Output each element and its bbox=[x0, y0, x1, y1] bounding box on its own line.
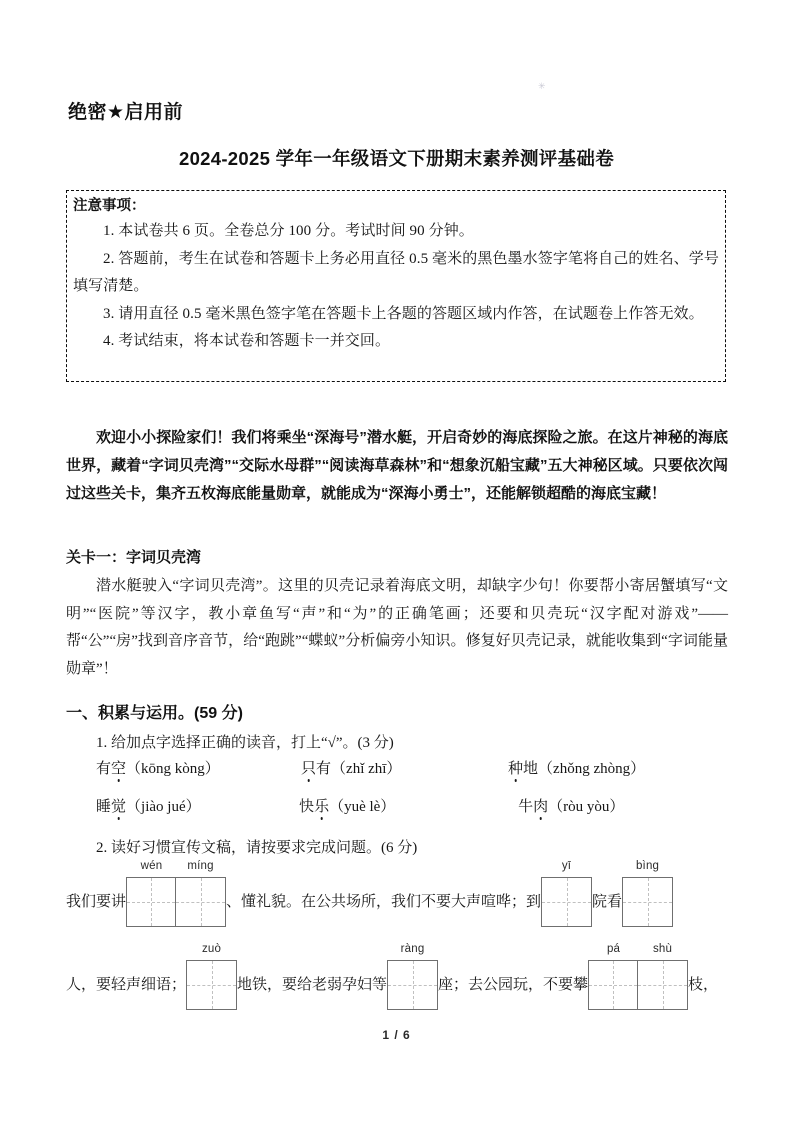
pinyin-option[interactable] bbox=[508, 757, 728, 778]
tianzige-cell[interactable] bbox=[589, 943, 638, 1009]
tianzige-answer-box[interactable] bbox=[186, 943, 237, 1010]
sentence-text: 院看 bbox=[592, 893, 623, 910]
pinyin-option[interactable] bbox=[504, 795, 736, 816]
scan-artifact-icon: ✳ bbox=[538, 81, 546, 91]
section-heading: 一、积累与运用。(59 分) bbox=[66, 705, 243, 722]
tianzige-cell[interactable] bbox=[638, 943, 687, 1009]
tianzige-cell[interactable] bbox=[127, 860, 176, 926]
pinyin-hint: zuò bbox=[201, 943, 222, 955]
page-title: 2024-2025 学年一年级语文下册期末素养测评基础卷 bbox=[178, 148, 614, 169]
notice-item: 1. 本试卷共 6 页。全卷总分 100 分。考试时间 90 分钟。 bbox=[103, 223, 474, 239]
emphasis-dot-char: 种 bbox=[508, 757, 523, 778]
notice-item: 2. 答题前，考生在试卷和答题卡上务必用直径 0.5 毫米的黑色墨水签字笔将自己的姓名、学号填写清楚。 bbox=[73, 250, 719, 294]
word-char: 有 bbox=[96, 761, 112, 777]
level-paragraph: 潜水艇驶入“字词贝壳湾”。这里的贝壳记录着海底文明，却缺字少句！你要帮小寄居蟹填写“文明”“医院”等汉字，教小章鱼写“声”和“为”的正确笔画；还要和贝壳玩“汉字配对游戏”——帮“公”“房”找到音序音节，给“跑跳”“蝶蚁”分析偏旁小知识。修复好贝壳记录，就能收集到“字词能量勋章”！ bbox=[66, 578, 728, 677]
notice-item: 3. 请用直径 0.5 毫米黑色签字笔在答题卡上各题的答题区域内作答，在试题卷上作答无效。 bbox=[103, 305, 704, 322]
word-char: 快 bbox=[299, 799, 315, 815]
emphasis-dot-char: 空 bbox=[111, 757, 126, 778]
pinyin-choices[interactable]: （zhǒng zhòng） bbox=[538, 761, 646, 777]
pinyin-hint: pá bbox=[606, 943, 621, 955]
question-1-row bbox=[96, 757, 736, 795]
pinyin-choices[interactable]: （jiào jué） bbox=[126, 799, 201, 815]
question-1-options bbox=[96, 757, 736, 833]
notice-heading: 注意事项： bbox=[73, 198, 146, 214]
tianzige-answer-box[interactable] bbox=[622, 860, 673, 927]
tianzige-answer-box[interactable] bbox=[126, 860, 226, 927]
pinyin-choices[interactable]: （zhǐ zhī） bbox=[331, 761, 402, 777]
tianzige-answer-box[interactable] bbox=[588, 943, 688, 1010]
question-1-row bbox=[96, 795, 736, 833]
question-2-line-1 bbox=[66, 862, 766, 942]
tianzige-answer-box[interactable] bbox=[387, 943, 438, 1010]
pinyin-hint: shù bbox=[652, 943, 673, 955]
intro-paragraph: 欢迎小小探险家们！我们将乘坐“深海号”潜水艇，开启奇妙的海底探险之旅。在这片神秘的海底世界，藏着“字词贝壳湾”“交际水母群”“阅读海草森林”和“想象沉船宝藏”五大神秘区域。只要依次闯过这些关卡，集齐五枚海底能量勋章，就能成为“深海小勇士”，还能解锁超酷的海底宝藏！ bbox=[66, 429, 728, 502]
question-1-stem: 1. 给加点字选择正确的读音，打上“√”。(3 分) bbox=[96, 735, 394, 751]
tianzige-cell[interactable] bbox=[623, 860, 672, 926]
tianzige-answer-box[interactable] bbox=[541, 860, 592, 927]
level-heading: 关卡一：字词贝壳湾 bbox=[66, 549, 202, 566]
tianzige-cell[interactable] bbox=[388, 943, 437, 1009]
pinyin-choices[interactable]: （ròu yòu） bbox=[548, 799, 625, 815]
pinyin-option[interactable] bbox=[299, 795, 504, 816]
pinyin-hint: yī bbox=[561, 860, 572, 872]
pinyin-choices[interactable]: （kōng kòng） bbox=[126, 761, 220, 777]
word-char: 牛 bbox=[518, 799, 534, 815]
pinyin-option[interactable] bbox=[301, 757, 508, 778]
emphasis-dot-char: 肉 bbox=[533, 795, 548, 816]
sentence-text: 座；去公园玩，不要攀 bbox=[438, 976, 589, 993]
pinyin-choices[interactable]: （yuè lè） bbox=[329, 799, 396, 815]
pinyin-hint: ràng bbox=[400, 943, 425, 955]
tianzige-cell[interactable] bbox=[176, 860, 225, 926]
emphasis-dot-char: 只 bbox=[301, 757, 316, 778]
sentence-text: 、懂礼貌。在公共场所，我们不要大声喧哗；到 bbox=[226, 893, 542, 910]
notice-item: 4. 考试结束，将本试卷和答题卡一并交回。 bbox=[103, 333, 391, 349]
pinyin-hint: wén bbox=[140, 860, 163, 872]
emphasis-dot-char: 乐 bbox=[314, 795, 329, 816]
tianzige-cell[interactable] bbox=[187, 943, 236, 1009]
notice-box bbox=[66, 190, 726, 382]
pinyin-option[interactable] bbox=[96, 757, 301, 778]
word-char: 睡 bbox=[96, 799, 112, 815]
secret-label: 绝密★启用前 bbox=[68, 102, 184, 123]
sentence-text: 我们要讲 bbox=[66, 893, 127, 910]
question-2-stem: 2. 读好习惯宣传文稿，请按要求完成问题。(6 分) bbox=[96, 840, 418, 856]
tianzige-cell[interactable] bbox=[542, 860, 591, 926]
sentence-text: 枝， bbox=[688, 976, 719, 993]
word-char: 有 bbox=[316, 761, 332, 777]
sentence-text: 人，要轻声细语； bbox=[66, 976, 187, 993]
sentence-text: 地铁，要给老弱孕妇等 bbox=[237, 976, 388, 993]
pinyin-hint: míng bbox=[187, 860, 214, 872]
page-number: 1 / 6 bbox=[382, 1028, 411, 1042]
question-2-line-2 bbox=[66, 945, 766, 1025]
pinyin-hint: bìng bbox=[635, 860, 660, 872]
word-char: 地 bbox=[523, 761, 539, 777]
pinyin-option[interactable] bbox=[96, 795, 299, 816]
emphasis-dot-char: 觉 bbox=[111, 795, 126, 816]
